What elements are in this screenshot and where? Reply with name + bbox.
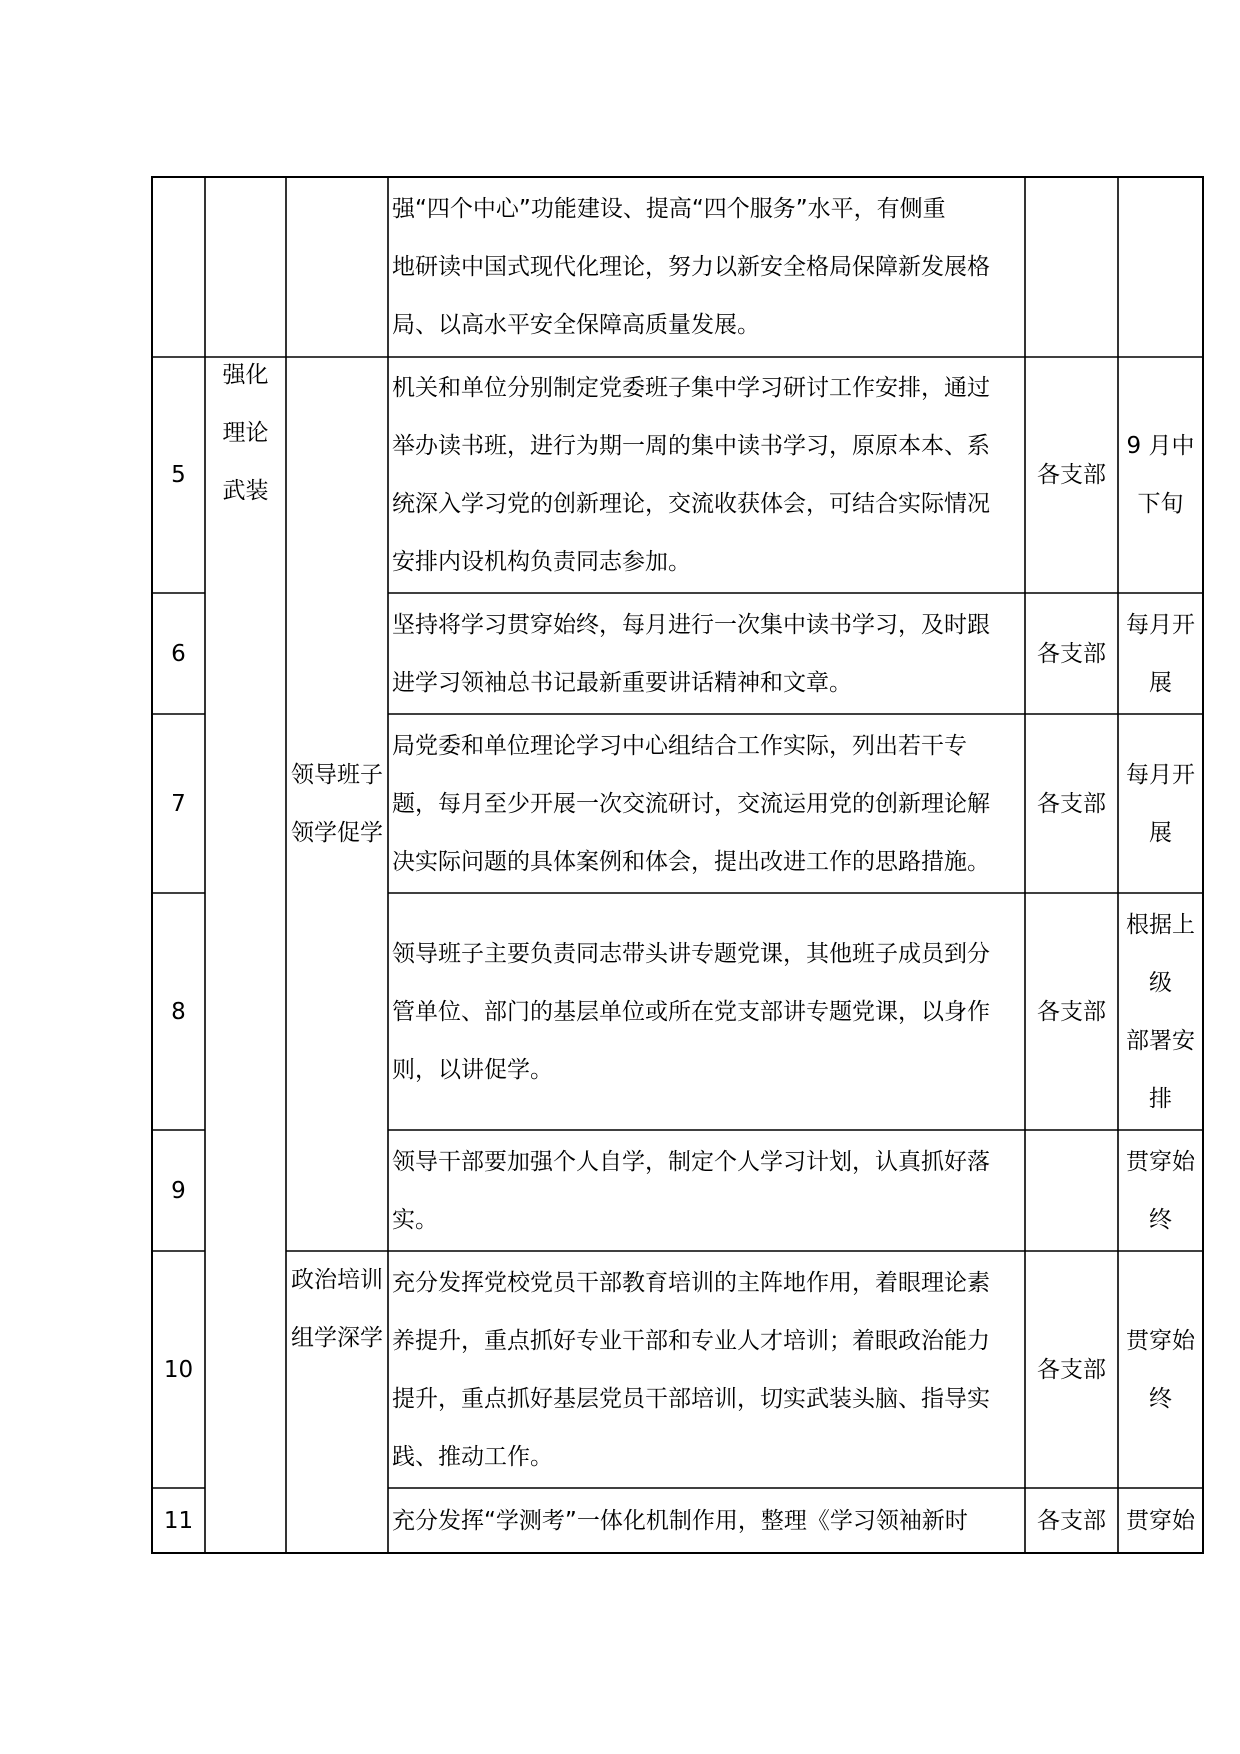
table-row-8-no [152,893,205,1130]
table-row-6-no [152,593,205,714]
row-number: 5 [171,462,186,488]
row-number: 9 [171,1177,186,1204]
category-cell [205,357,286,509]
row-content-text: 充分发挥“学测考”一体化机制作用，整理《学习领袖新时 [392,1507,968,1534]
table-row-11-no [152,1488,205,1553]
table-row-11-unit [1025,1488,1118,1553]
table-row-10-time [1118,1251,1203,1488]
row-content-text: 领导班子主要负责同志带头讲专题党课，其他班子成员到分 管单位、部门的基层单位或所在党支部讲专题党课，以身作 则，以讲促学。 [392,940,990,1083]
table-row-7-time [1118,714,1203,893]
table-row-6-time [1118,593,1203,714]
method-label: 政治培训 组学深学 [291,1267,383,1351]
row-unit: 各支部 [1037,1507,1106,1534]
table-row-6-content [388,593,1025,714]
row-content-text: 领导干部要加强个人自学，制定个人学习计划，认真抓好落 实。 [392,1148,990,1233]
row-content-text: 充分发挥党校党员干部教育培训的主阵地作用，着眼理论素 养提升，重点抓好专业干部和专业人才培训；着眼政治能力 提升，重点抓好基层党员干部培训，切实武装头脑、指导实 践、推动工作。 [392,1269,990,1470]
row-content-text: 坚持将学习贯穿始终，每月进行一次集中读书学习，及时跟 进学习领袖总书记最新重要讲话精神和文章。 [392,611,990,696]
row-time: 贯穿始 终 [1126,1148,1195,1233]
table-row-8-content [388,893,1025,1130]
table-row-0-content [388,177,1025,357]
table-row-7-unit [1025,714,1118,893]
row-content-text: 强“四个中心”功能建设、提高“四个服务”水平，有侧重 地研读中国式现代化理论，努力以新安全格局保障新发展格 局、以高水平安全保障高质量发展。 [392,196,990,338]
row-unit: 各支部 [1037,790,1106,817]
table-row-5-no [152,357,205,593]
category-label: 强化 理论 武装 [222,362,269,504]
row-time: 贯穿始 终 [1126,1327,1195,1412]
table-row-10-unit [1025,1251,1118,1488]
row-content-text: 机关和单位分别制定党委班子集中学习研讨工作安排，通过 举办读书班，进行为期一周的集中读书学习，原原本本、系 统深入学习党的创新理论，交流收获体会，可结合实际情况 安排内设机构负责同志参加。 [392,375,990,575]
table-row-10-content [388,1251,1025,1488]
table-row-11-content [388,1488,1025,1553]
method-cell [286,1251,388,1371]
table-row-7-no [152,714,205,893]
table-row-5-time [1118,357,1203,593]
row-number: 6 [171,640,186,667]
method-cell [286,357,388,1251]
row-unit: 各支部 [1037,462,1106,488]
row-time: 每月开 展 [1126,611,1195,696]
method-label: 领导班子 领学促学 [291,762,383,846]
row-time: 贯穿始 [1126,1507,1195,1534]
row-time: 每月开 展 [1126,761,1195,846]
row-time: 9 月中 下旬 [1126,433,1195,517]
row-number: 10 [163,1356,194,1383]
row-number: 8 [171,998,186,1025]
table-row-9-content [388,1130,1025,1251]
table-row-8-time [1118,893,1203,1130]
table-row-10-no [152,1251,205,1488]
row-time: 根据上 级 部署安 排 [1126,911,1195,1112]
table-row-5-content [388,357,1025,593]
table-row-6-unit [1025,593,1118,714]
table-row-9-unit [1025,1130,1118,1251]
row-number: 7 [171,790,186,817]
row-number: 11 [163,1507,194,1534]
row-content-text: 局党委和单位理论学习中心组结合工作实际，列出若干专 题，每月至少开展一次交流研讨，交流运用党的创新理论解 决实际问题的具体案例和体会，提出改进工作的思路措施。 [392,732,990,875]
table-row-9-no [152,1130,205,1251]
row-unit: 各支部 [1037,998,1106,1025]
table-row-5-unit [1025,357,1118,593]
table-row-8-unit [1025,893,1118,1130]
row-unit: 各支部 [1037,1356,1106,1383]
row-unit: 各支部 [1037,640,1106,667]
table-row-9-time [1118,1130,1203,1251]
table-row-11-time [1118,1488,1203,1553]
table-row-7-content [388,714,1025,893]
